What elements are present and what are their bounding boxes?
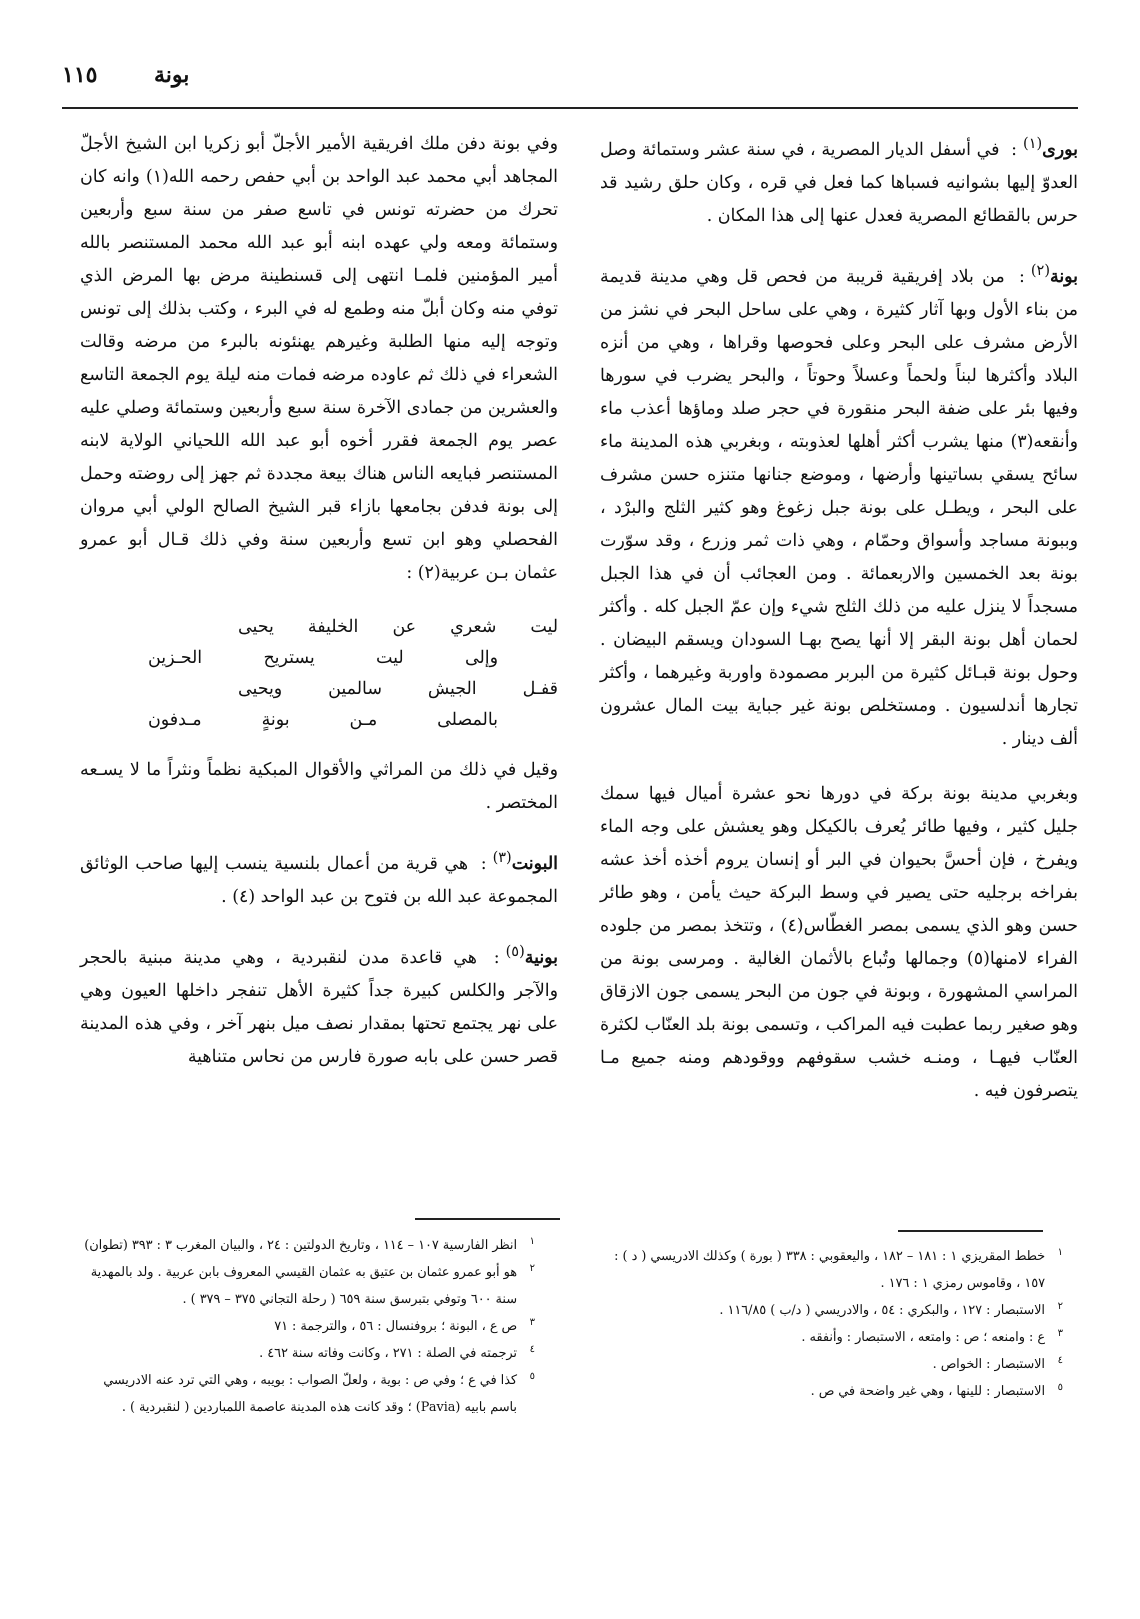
footnote-marker: (٣) [492, 850, 512, 866]
entry-text: في أسفل الديار المصرية ، في سنة عشر وستمائة وصل العدوّ إليها بشوانيه فسباها كما فعل في قره ، وكان حلق رشيد قد حرس بالقطائع المصرية فعدل عنها إلى هذا المكان . [600, 139, 1078, 226]
entry-text: هي قرية من أعمال بلنسية ينسب إليها صاحب الوثائق المجموعة عبد الله بن فتوح بن عبد الواحد (٤) . [80, 853, 558, 907]
entry-bura: بورى$^{(١)}$: في أسفل الديار المصرية ، في سنة عشر وستمائة وصل العدوّ إليها بشوانيه فسباها كما فعل في قره ، وكان حلق رشيد قد حرس بالقطائع المصرية فعدل عنها إلى هذا المكان . [600, 136, 1078, 226]
footnotes-right [603, 1243, 1063, 1405]
footnote: ٢ الاستبصار : ١٢٧ ، والبكري : ٥٤ ، والادريسي ( د/ب ) ١١٦/٨٥ . [719, 1301, 1063, 1318]
page-header [62, 62, 1078, 102]
right-column [600, 128, 1078, 1130]
footnote: ٤ الاستبصار : الخواص . [932, 1355, 1063, 1372]
footnote-marker: (١) [1023, 136, 1043, 152]
footnote: ٢ هو أبو عمرو عثمان بن عتيق به عثمان القيسي المعروف بابن عربية . ولد بالمهدية سنة ٦٠٠ وتوفي بتبرسق سنة ٦٥٩ ( رحلة التجاني ٣٧٥ – ٣٧٩ ) . [90, 1263, 535, 1307]
entry-buna: بونة$^{(٢)}$: من بلاد إفريقية قريبة من فحص قل وهي مدينة قديمة من بناء الأول وبها آثار كثيرة ، وهي على ساحل البحر في نشز من الأرض مشرف على البحر وعلى فحوصها وقراها ، وهي من أنزه البلاد وأكثرها لبناً ولحماً وعسلاً وحوتاً ، والبحر يضرب في سورها وفيها بئر على ضفة البحر منقورة في حجر صلد وماؤها أعذب ماء وأنقعه(٣) منها يشرب أكثر أهلها لعذوبته ، وبغربي هذه المدينة ماء سائح يسقي بساتينها وأرضها ، وموضع جنانها متنزه حسن مشرف على البحر ، ويطـل على بونة جبل زغوغ وهو كثير الثلج والبرْد ، وببونة مساجد وأسواق وحمّام ، وهي ذات ثمر وزرع ، وقد سوّرت بونة بعد الخمسين والاربعمائة . ومن العجائب أن في هذا الجبل مسجداً لا ينزل عليه من ذلك الثلج شيء وإن عمّ الجبل كله . وأكثر لحمان أهل بونة البقر إلا أنها يصح بهـا السودان ويسقم البيضان . وحول بونة قبـائل كثيرة من البربر مصمودة واوربة وغيرهما ، وأكثر تجارها أندلسيون . ومستخلص بونة غير جباية بيت المال عشرون ألف دينار . [600, 262, 1078, 749]
footnote-marker: (٢) [1030, 262, 1050, 279]
poem-verse [80, 674, 558, 736]
entry-text: هي قاعدة مدن لنقبردية ، وهي مدينة مبنية بالحجر والآجر والكلس كبيرة جداً كثيرة الأهل تنفجر داخلها العيون وهي على نهر يجتمع تحتها بمقدار نصف ميل بنهر آخر ، وفي هذه المدينة قصر حسن على بابه صورة فارس من نحاس متناهية [80, 947, 558, 1067]
poem-verse [80, 612, 558, 674]
poem [80, 612, 558, 736]
entry-headword: بونة [1050, 266, 1078, 287]
footnote: ٥ كذا في ع ؛ وفي ص : بوية ، ولعلّ الصواب : بويبه ، وهي التي ترد عنه الادريسي باسم بابيه (Pavia) ؛ وقد كانت هذه المدينة عاصمة اللمباردين ( لنقبردية ) . [103, 1371, 535, 1415]
entry-headword: بونية [524, 947, 558, 968]
paragraph-abu-zakariya: وفي بونة دفن ملك افريقية الأمير الأجلّ أبو زكريا ابن الشيخ الأجلّ المجاهد أبي محمد عبد الواحد بن أبي حفص رحمه الله(١) وانه كان تحرك من حضرته تونس في تاسع صفر من سنة سبع وأربعين وستمائة ومعه ولي عهده ابنه أبو عبد الله محمد المستنصر بالله أمير المؤمنين فلمـا انتهى إلى قسنطينة مرض بها المرض الذي توفي منه وكان أبلّ منه وطمع له في البرء ، وكتب بذلك إلى تونس وتوجه إليه منها الطلبة وغيرهم يهنئونه بالبرء من مرضه وقالت الشعراء في ذلك ثم عاوده مرضه فمات منه ليلة يوم الجمعة التاسع والعشرين من جمادى الآخرة سنة سبع وأربعين وستمائة وصلي عليه عصر يوم الجمعة فقرر أخوه أبو عبد الله اللحياني الولاية لابنه المستنصر فبايعه الناس هناك بيعة مجددة ثم جهز إلى روضته وحمل إلى بونة فدفن بجامعها بازاء قبر الشيخ الصالح الولي أبي مروان الفحصلي وهو ابن تسع وأربعين سنة وفي ذلك قـال أبو عمرو عثمان بـن عربية(٢) : [80, 134, 558, 583]
poem-hemistich: وإلى ليت يستريح الحـزين [148, 648, 498, 668]
footnote: ٥ الاستبصار : للينها ، وهي غير واضحة في ص . [810, 1382, 1063, 1399]
footnotes-left [75, 1232, 535, 1421]
footnote: ٣ ع : وامنعه ؛ ص : وامتعه ، الاستبصار : وأنفقه . [801, 1328, 1063, 1345]
footnote: ٣ ص ع ، البونة ؛ بروفنسال : ٥٦ ، والترجمة : ٧١ [274, 1317, 535, 1334]
entry-albunt: البونت$^{(٣)}$: هي قرية من أعمال بلنسية ينسب إليها صاحب الوثائق المجموعة عبد الله بن فتوح بن عبد الواحد (٤) . [80, 850, 558, 907]
footnote: ١ انظر الفارسية ١٠٧ – ١١٤ ، وتاريخ الدولتين : ٢٤ ، والبيان المغرب ٣ : ٣٩٣ (تطوان) [84, 1236, 535, 1253]
header-rule [62, 107, 1078, 109]
footnote-rule-right [898, 1230, 1043, 1232]
entry-headword: البونت [511, 853, 558, 874]
entry-text: من بلاد إفريقية قريبة من فحص قل وهي مدينة قديمة من بناء الأول وبها آثار كثيرة ، وهي على ساحل البحر في نشز من الأرض مشرف على البحر وعلى فحوصها وقراها ، وهي من أنزه البلاد وأكثرها لبناً ولحماً وعسلاً وحوتاً ، والبحر يضرب في سورها وفيها بئر على ضفة البحر منقورة في حجر صلد وماؤها أعذب ماء وأنقعه(٣) منها يشرب أكثر أهلها لعذوبته ، وبغربي هذه المدينة ماء سائح يسقي بساتينها وأرضها ، وموضع جنانها متنزه حسن مشرف على البحر ، ويطـل على بونة جبل زغوغ وهو كثير الثلج والبرْد ، وببونة مساجد وأسواق وحمّام ، وهي ذات ثمر وزرع ، وقد سوّرت بونة بعد الخمسين والاربعمائة . ومن العجائب أن في هذا الجبل مسجداً لا ينزل عليه من ذلك الثلج شيء وإن عمّ الجبل كله . وأكثر لحمان أهل بونة البقر إلا أنها يصح بهـا السودان ويسقم البيضان . وحول بونة قبـائل كثيرة من البربر مصمودة واوربة وغيرهما ، وأكثر تجارها أندلسيون . ومستخلص بونة غير جباية بيت المال عشرون ألف دينار . [600, 266, 1078, 749]
entry-buniya: بونية$^{(٥)}$: هي قاعدة مدن لنقبردية ، وهي مدينة مبنية بالحجر والآجر والكلس كبيرة جداً كثيرة الأهل تنفجر داخلها العيون وهي على نهر يجتمع تحتها بمقدار نصف ميل بنهر آخر ، وفي هذه المدينة قصر حسن على بابه صورة فارس من نحاس متناهية [80, 943, 558, 1067]
footnote: ٤ ترجمته في الصلة : ٢٧١ ، وكانت وفاته سنة ٤٦٢ . [259, 1344, 535, 1361]
poem-hemistich: قفـل الجيش سالمين ويحيى [238, 679, 558, 699]
poem-hemistich: ليت شعري عن الخليفة يحيى [238, 617, 558, 637]
footnote-rule-left [415, 1218, 560, 1220]
footnote-marker: (٥) [505, 943, 525, 960]
running-head: بونة [154, 62, 190, 88]
footnote: ١ خطط المقريزي ١ : ١٨١ – ١٨٢ ، واليعقوبي : ٣٣٨ ( بورة ) وكذلك الادريسي ( د ) : ١٥٧ ، وقاموس رمزي ١ : ١٧٦ . [614, 1247, 1063, 1291]
paragraph-lake: وبغربي مدينة بونة بركة في دورها نحو عشرة أميال فيها سمك جليل كثير ، وفيها طائر يُعرف بالكيكل وهو يعشش على وجه الماء ويفرخ ، فإن أحسَّ بحيوان في البر أو إنسان يروم أخذه أخذ عشه بفراخه برجليه حتى يصير في وسط البركة حيث يأمن ، وهو طائر حسن وهو الذي يسمى بمصر الغطّاس(٤) ، وتتخذ بمصر من جلوده الفراء لامنها(٥) وجمالها وتُباع بالأثمان الغالية . ومرسى بونة من المراسي المشهورة ، وبونة في جون من البحر يسمى جون الازقاق وهو صغير ربما عطبت فيه المراكب ، وتسمى بونة بلد العنّاب لكثرة العنّاب فيهـا ، ومنـه خشب سقوفهم ووقودهم ومنه جميع مـا يتصرفون فيه . [600, 783, 1078, 1101]
page-number: ١١٥ [62, 62, 98, 88]
left-column [80, 128, 558, 1096]
paragraph-elegies: وقيل في ذلك من المراثي والأقوال المبكية نظماً ونثراً ما لا يسـعه المختصر . [80, 760, 558, 813]
poem-hemistich: بالمصلى مـن بونةٍ مـدفون [148, 710, 498, 730]
entry-headword: بورى [1042, 139, 1078, 160]
